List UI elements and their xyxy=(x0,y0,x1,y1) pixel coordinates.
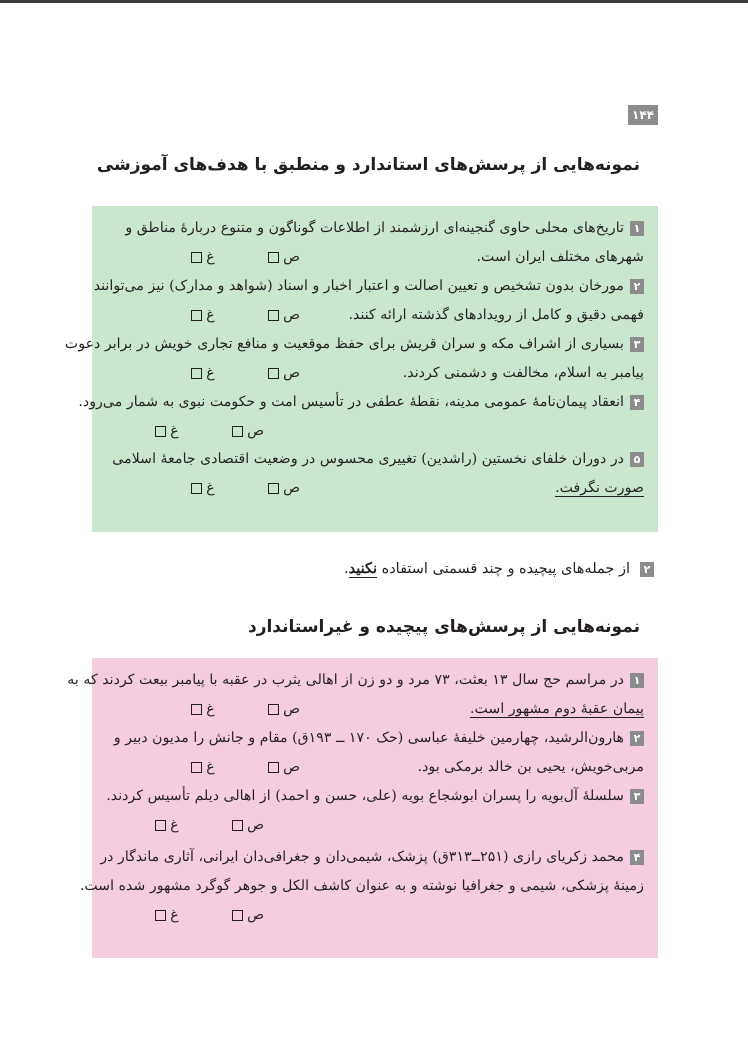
question-text: در مراسم حج سال ۱۳ بعثت، ۷۳ مرد و دو زن از اهالی یثرب در عقبه با پیامبر بیعت کردند که به xyxy=(67,672,624,688)
option-false[interactable]: غ xyxy=(188,359,215,387)
option-false[interactable]: غ xyxy=(152,811,179,839)
question-text: زمینهٔ پزشکی، شیمی و جغرافیا نوشته و به عنوان کاشف الکل و جوهر گوگرد مشهور شده است. xyxy=(79,878,644,894)
question-text: بسیاری از اشراف مکه و سران قریش برای حفظ موقعیت و منافع تجاری خویش در برابر دعوت xyxy=(64,336,624,352)
option-false[interactable]: غ xyxy=(188,695,215,723)
guideline-emphasis: نکنید xyxy=(348,560,377,577)
true-false-options xyxy=(140,474,300,502)
checkbox-icon[interactable] xyxy=(268,762,279,773)
question-text: در دوران خلفای نخستین (راشدین) تغییری محسوس در وضعیت اقتصادی جامعهٔ اسلامی xyxy=(112,451,624,467)
option-false[interactable]: غ xyxy=(188,243,215,271)
question-5 xyxy=(104,445,644,503)
question-number: ۴ xyxy=(630,850,644,865)
question-4 xyxy=(79,843,644,929)
checkbox-icon[interactable] xyxy=(232,820,243,831)
option-false[interactable]: غ xyxy=(152,417,179,445)
option-false[interactable]: غ xyxy=(188,301,215,329)
question-number: ۱ xyxy=(630,673,644,688)
checkbox-icon[interactable] xyxy=(191,483,202,494)
question-number: ۳ xyxy=(630,789,644,804)
checkbox-icon[interactable] xyxy=(155,426,166,437)
guideline-end: . xyxy=(343,561,349,577)
checkbox-icon[interactable] xyxy=(191,310,202,321)
question-text: مربی‌خویش، یحیی بن خالد برمکی بود. xyxy=(417,759,644,775)
true-false-options xyxy=(140,695,300,723)
option-true[interactable]: ص xyxy=(265,359,300,387)
option-false[interactable]: غ xyxy=(152,901,179,929)
standard-questions-box xyxy=(64,206,658,532)
complex-questions-box xyxy=(67,658,658,958)
question-2 xyxy=(104,724,644,782)
guideline-number: ۲ xyxy=(640,562,654,577)
question-4 xyxy=(78,388,644,445)
question-text: محمد زکریای رازی (۲۵۱ــ۳۱۳ق) پزشک، شیمی‌دان و جغرافی‌دان ایرانی، آثاری ماندگار در xyxy=(100,849,624,865)
true-false-options xyxy=(140,359,300,387)
guideline-note xyxy=(344,560,654,577)
true-false-options xyxy=(104,417,264,445)
option-true[interactable]: ص xyxy=(229,417,264,445)
question-number: ۲ xyxy=(630,731,644,746)
checkbox-icon[interactable] xyxy=(268,368,279,379)
heading-complex-questions: نمونه‌هایی از پرسش‌های پیچیده و غیراستاندارد xyxy=(247,617,640,637)
checkbox-icon[interactable] xyxy=(191,762,202,773)
question-text: تاریخ‌های محلی حاوی گنجینه‌ای ارزشمند از اطلاعات گوناگون و متنوع دربارهٔ مناطق و xyxy=(125,220,624,236)
question-3 xyxy=(104,782,644,839)
checkbox-icon[interactable] xyxy=(232,910,243,921)
question-2 xyxy=(93,272,644,330)
option-true[interactable]: ص xyxy=(265,474,300,502)
question-text: فهمی دقیق و کامل از رویدادهای گذشته ارائه کنند. xyxy=(348,307,644,323)
question-number: ۴ xyxy=(630,395,644,410)
option-true[interactable]: ص xyxy=(265,301,300,329)
option-true[interactable]: ص xyxy=(265,243,300,271)
checkbox-icon[interactable] xyxy=(191,704,202,715)
question-number: ۳ xyxy=(630,337,644,352)
true-false-options xyxy=(140,301,300,329)
top-rule xyxy=(0,0,748,3)
question-text: هارون‌الرشید، چهارمین خلیفهٔ عباسی (حک ۱۷۰ ــ ۱۹۳ق) مقام و جانش را مدیون دبیر و xyxy=(113,730,624,746)
page-number: ۱۴۴ xyxy=(628,105,658,125)
question-text: مورخان بدون تشخیص و تعیین اصالت و اعتبار اخبار و اسناد (شواهد و مدارک) نیز می‌توانند xyxy=(93,278,624,294)
checkbox-icon[interactable] xyxy=(268,483,279,494)
question-text: شهرهای مختلف ایران است. xyxy=(476,249,644,265)
option-true[interactable]: ص xyxy=(265,695,300,723)
question-text: سلسلهٔ آل‌بویه را پسران ابوشجاع بویه (علی، حسن و احمد) از اهالی دیلم تأسیس کردند. xyxy=(106,788,624,804)
option-false[interactable]: غ xyxy=(188,753,215,781)
question-text: انعقاد پیمان‌نامهٔ عمومی مدینه، نقطهٔ عطفی در تأسیس امت و حکومت نبوی به شمار می‌رود. xyxy=(78,394,624,410)
question-number: ۲ xyxy=(630,279,644,294)
question-number: ۵ xyxy=(630,452,644,467)
true-false-options xyxy=(104,901,264,929)
question-text: پیمان عقبهٔ دوم مشهور است. xyxy=(470,701,644,717)
checkbox-icon[interactable] xyxy=(268,252,279,263)
checkbox-icon[interactable] xyxy=(268,310,279,321)
question-text: پیامبر به اسلام، مخالفت و دشمنی کردند. xyxy=(402,365,644,381)
checkbox-icon[interactable] xyxy=(191,252,202,263)
checkbox-icon[interactable] xyxy=(268,704,279,715)
question-1 xyxy=(67,666,644,724)
checkbox-icon[interactable] xyxy=(232,426,243,437)
checkbox-icon[interactable] xyxy=(191,368,202,379)
checkbox-icon[interactable] xyxy=(155,820,166,831)
guideline-text: از جمله‌های پیچیده و چند قسمتی استفاده xyxy=(376,561,630,577)
option-true[interactable]: ص xyxy=(229,901,264,929)
true-false-options xyxy=(140,753,300,781)
question-text: صورت نگرفت. xyxy=(555,480,644,496)
option-true[interactable]: ص xyxy=(229,811,264,839)
question-number: ۱ xyxy=(630,221,644,236)
heading-standard-questions: نمونه‌هایی از پرسش‌های استاندارد و منطبق با هدف‌های آموزشی xyxy=(96,155,640,175)
true-false-options xyxy=(104,811,264,839)
question-3 xyxy=(64,330,644,388)
checkbox-icon[interactable] xyxy=(155,910,166,921)
question-1 xyxy=(104,214,644,272)
option-false[interactable]: غ xyxy=(188,474,215,502)
true-false-options xyxy=(140,243,300,271)
option-true[interactable]: ص xyxy=(265,753,300,781)
